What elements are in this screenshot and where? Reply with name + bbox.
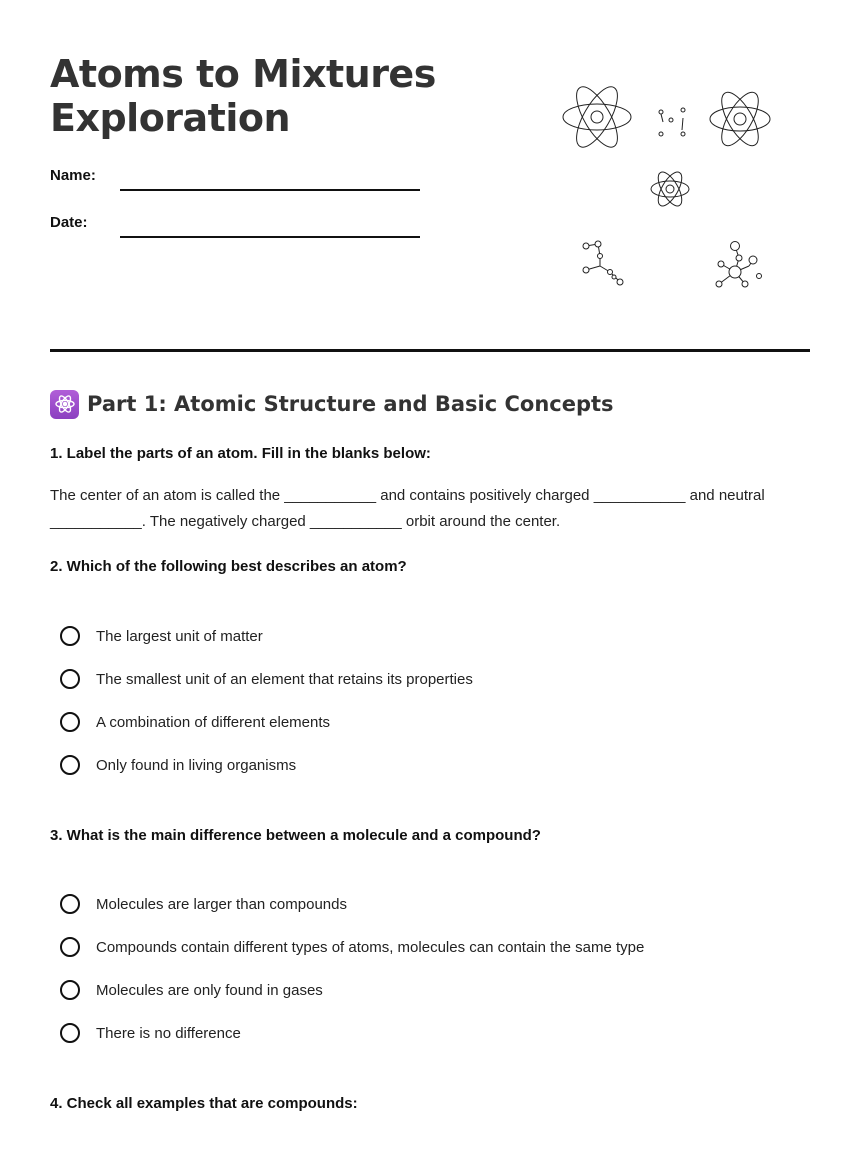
name-label: Name: xyxy=(50,167,96,184)
question-2: 2. Which of the following best describes an atom? xyxy=(50,558,407,575)
molecule-icon xyxy=(583,241,623,285)
q3-option[interactable] xyxy=(60,978,323,1002)
radio-button[interactable] xyxy=(60,1023,80,1043)
part1-title: Part 1: Atomic Structure and Basic Concepts xyxy=(87,392,614,416)
atoms-illustration xyxy=(555,72,785,302)
radio-button[interactable] xyxy=(60,937,80,957)
question-1-fill-in-text xyxy=(50,483,810,535)
question-1: 1. Label the parts of an atom. Fill in the blanks below: xyxy=(50,445,431,462)
option-label: Molecules are larger than compounds xyxy=(96,895,347,913)
header-divider xyxy=(50,349,810,352)
q2-option[interactable] xyxy=(60,753,296,777)
molecule-icon xyxy=(716,242,762,288)
atom-icon xyxy=(651,169,689,210)
q3-option[interactable] xyxy=(60,1021,241,1045)
radio-button[interactable] xyxy=(60,626,80,646)
option-label: The smallest unit of an element that retains its properties xyxy=(96,670,473,688)
radio-button[interactable] xyxy=(60,755,80,775)
name-blank-line[interactable] xyxy=(120,189,420,191)
question-3: 3. What is the main difference between a molecule and a compound? xyxy=(50,827,541,844)
q3-option[interactable] xyxy=(60,892,347,916)
page-title: Atoms to Mixtures Exploration xyxy=(50,52,436,140)
radio-button[interactable] xyxy=(60,669,80,689)
date-field xyxy=(50,214,430,244)
q2-option[interactable] xyxy=(60,624,263,648)
radio-button[interactable] xyxy=(60,980,80,1000)
atom-icon xyxy=(563,81,631,153)
q2-option[interactable] xyxy=(60,710,330,734)
question-4: 4. Check all examples that are compounds: xyxy=(50,1095,358,1112)
fill-in-line-2: ___________. The negatively charged ___________ orbit around the center. xyxy=(50,513,561,530)
radio-button[interactable] xyxy=(60,712,80,732)
option-label: Compounds contain different types of atoms, molecules can contain the same type xyxy=(96,938,645,956)
radio-button[interactable] xyxy=(60,894,80,914)
option-label: Only found in living organisms xyxy=(96,756,297,774)
part1-heading xyxy=(50,389,614,419)
date-label: Date: xyxy=(50,214,88,231)
name-field xyxy=(50,167,430,197)
particles-icon xyxy=(659,108,685,136)
atom-icon xyxy=(710,87,770,151)
option-label: The largest unit of matter xyxy=(96,627,263,645)
fill-in-line-1: The center of an atom is called the ___________ and contains positively charged ___________ and neutral xyxy=(50,487,765,504)
q3-option[interactable] xyxy=(60,935,644,959)
option-label: A combination of different elements xyxy=(96,713,331,731)
date-blank-line[interactable] xyxy=(120,236,420,238)
atom-icon xyxy=(50,390,79,419)
q2-option[interactable] xyxy=(60,667,473,691)
option-label: Molecules are only found in gases xyxy=(96,981,323,999)
option-label: There is no difference xyxy=(96,1024,241,1042)
